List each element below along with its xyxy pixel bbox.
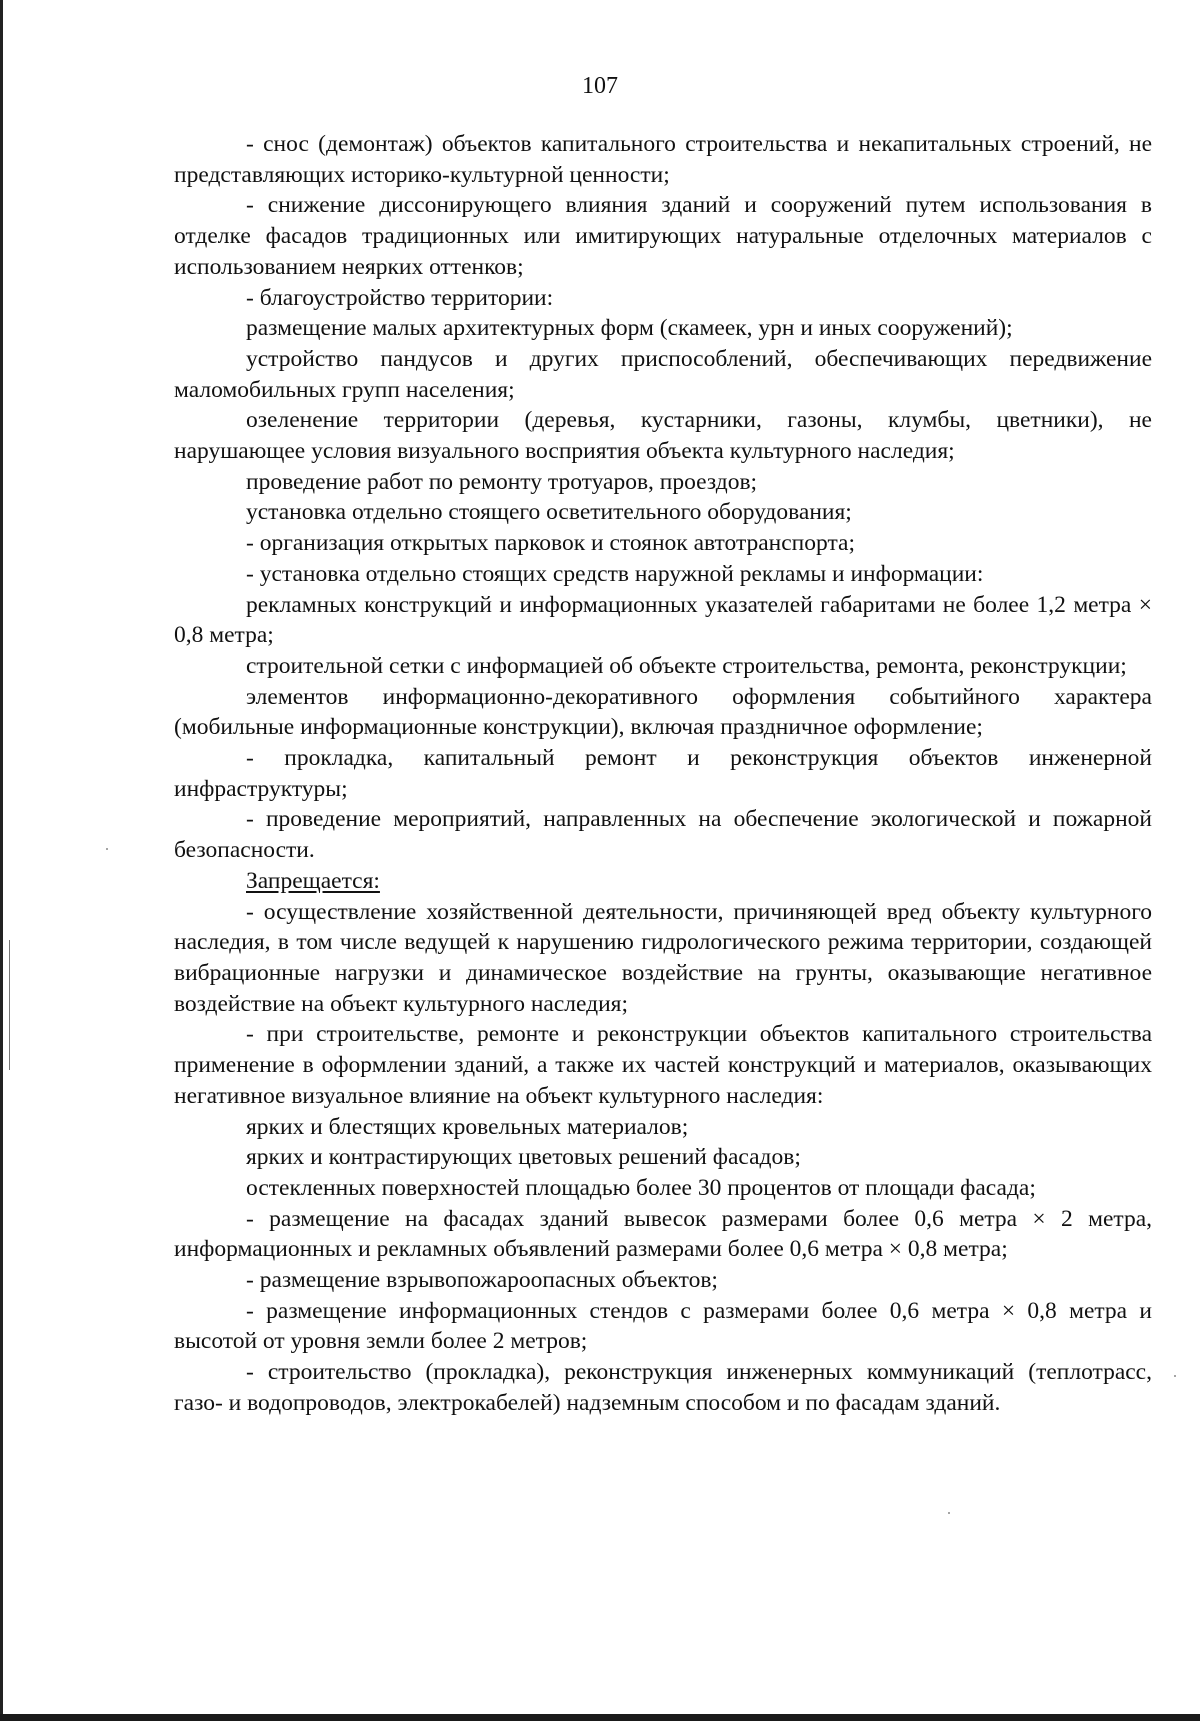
scan-bottom-edge xyxy=(0,1714,1200,1721)
scan-speck xyxy=(1174,1375,1176,1377)
scan-speck xyxy=(948,1512,950,1514)
scan-left-mark xyxy=(9,940,10,1070)
document-body xyxy=(174,129,1152,1419)
paragraph: строительной сетки с информацией об объекте строительства, ремонта, реконструкции; xyxy=(246,652,1127,679)
paragraph: ярких и контрастирующих цветовых решений фасадов; xyxy=(246,1144,801,1171)
paragraph: - осуществление хозяйственной деятельности, причиняющей вред объекту культурного наследия, в том числе ведущей к нарушению гидрологического режима территории, создающей вибрационные нагрузки и динамическое воздействие на грунты, оказывающие негативное воздействие на объект культурного наследия; xyxy=(174,898,1152,1017)
paragraph: установка отдельно стоящего осветительного оборудования; xyxy=(246,499,852,526)
scan-left-edge xyxy=(0,0,3,1721)
paragraph: - размещение на фасадах зданий вывесок размерами более 0,6 метра × 2 метра, информационных и рекламных объявлений размерами более 0,6 метра × 0,8 метра; xyxy=(174,1205,1152,1263)
paragraph: - благоустройство территории: xyxy=(246,284,554,311)
page-number: 107 xyxy=(582,73,618,99)
paragraph: остекленных поверхностей площадью более 30 процентов от площади фасада; xyxy=(246,1174,1036,1201)
paragraph: озеленение территории (деревья, кустарники, газоны, клумбы, цветники), не нарушающее условия визуального восприятия объекта культурного наследия; xyxy=(174,407,1152,465)
paragraph: элементов информационно-декоративного оформления событийного характера (мобильные информационные конструкции), включая праздничное оформление; xyxy=(174,683,1152,741)
paragraph: - размещение взрывопожароопасных объектов; xyxy=(246,1267,718,1294)
prohibited-heading-text: Запрещается: xyxy=(246,867,380,894)
paragraph: - размещение информационных стендов с размерами более 0,6 метра × 0,8 метра и высотой от уровня земли более 2 метров; xyxy=(174,1297,1152,1355)
paragraph: - снижение диссонирующего влияния зданий и сооружений путем использования в отделке фасадов традиционных или имитирующих натуральные отделочных материалов с использованием неярких оттенков; xyxy=(174,192,1152,280)
paragraph: проведение работ по ремонту тротуаров, проездов; xyxy=(246,468,758,495)
paragraph: - установка отдельно стоящих средств наружной рекламы и информации: xyxy=(246,560,984,587)
paragraph: ярких и блестящих кровельных материалов; xyxy=(246,1113,689,1140)
paragraph: устройство пандусов и других приспособлений, обеспечивающих передвижение маломобильных групп населения; xyxy=(174,345,1152,403)
paragraph: - снос (демонтаж) объектов капитального строительства и некапитальных строений, не представляющих историко-культурной ценности; xyxy=(174,131,1152,188)
paragraph: - проведение мероприятий, направленных на обеспечение экологической и пожарной безопасности. xyxy=(174,806,1152,864)
scan-speck xyxy=(106,848,108,850)
paragraph: - при строительстве, ремонте и реконструкции объектов капитального строительства применение в оформлении зданий, а также их частей конструкций и материалов, оказывающих негативное визуальное влияние на объект культурного наследия: xyxy=(174,1021,1152,1109)
paragraph: - прокладка, капитальный ремонт и реконструкция объектов инженерной инфраструктуры; xyxy=(174,745,1152,802)
prohibited-heading xyxy=(174,866,1152,897)
paragraph: - строительство (прокладка), реконструкция инженерных коммуникаций (теплотрасс, газо- и водопроводов, электрокабелей) надземным способом и по фасадам зданий. xyxy=(174,1359,1152,1416)
paragraph: - организация открытых парковок и стоянок автотранспорта; xyxy=(246,530,855,557)
paragraph: размещение малых архитектурных форм (скамеек, урн и иных сооружений); xyxy=(246,315,1013,342)
paragraph: рекламных конструкций и информационных указателей габаритами не более 1,2 метра × 0,8 метра; xyxy=(174,591,1152,649)
